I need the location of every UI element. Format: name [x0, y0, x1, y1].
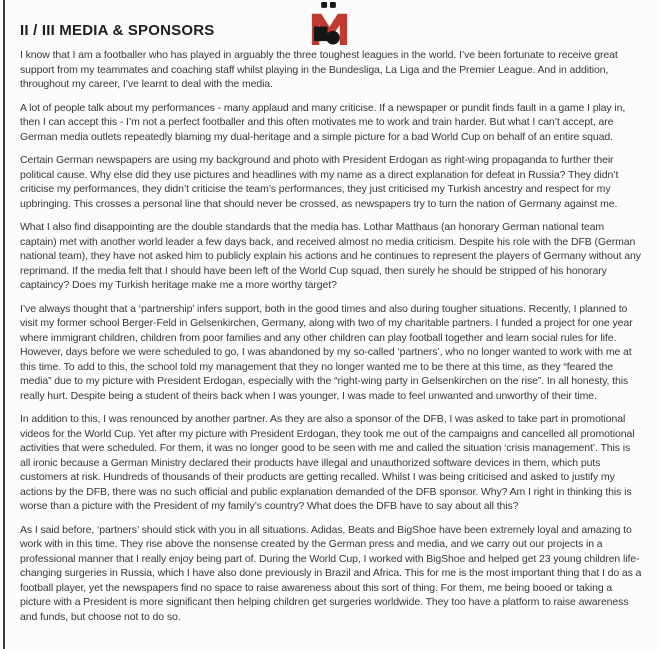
- statement-paragraph: Certain German newspapers are using my background and photo with President Erdogan as right-wing propaganda to further their political cause. Why else did they use pictures and headlines with my name as a direct explanation for defeat in Russia? They didn’t criticise my performances, they didn’t criticise the team’s performances, they just criticised my Turkish ancestry and respect for my upbringing. This crosses a personal line that should never be crossed, as newspapers try to turn the nation of Germany against me.: [20, 154, 619, 210]
- logo-umlaut-dot-left: [321, 2, 327, 8]
- statement-paragraph: A lot of people talk about my performances - many applaud and many criticise. If a newspaper or pundit finds fault in a game I play in, then I can accept this - I’m not a perfect footballer and this often motivates me to work and train harder. But what I can’t accept, are German media outlets repeatedly blaming my dual-heritage and a simple picture for a bad World Cup on behalf of an entire squad.: [20, 101, 626, 143]
- m10-ozil-logo-icon: [311, 2, 348, 45]
- left-edge-line: [3, 0, 5, 649]
- statement-paragraph: I’ve always thought that a ‘partnership’ infers support, both in the good times and also during tougher situations. Recently, I planned to visit my former school Berger-Feld in Gelsenkirchen, Germany, along with two of my charitable partners. I funded a project for one year where immigrant children, children from poor families and any other children can play football together and learn social rules for life. However, days before we were scheduled to go, I was abandoned by my so-called ‘partners’, who no longer wanted to work with me at this time. To add to this, the school told my management that they no longer wanted me to be there at this time, as they “feared the media” due to my picture with President Erdogan, especially with the “right-wing party in Gelsenkirchen on the rise”. In all honesty, this really hurt. Despite being a student of theirs back when I was younger, I was made to feel unwanted and unworthy of their time.: [20, 302, 633, 402]
- logo-black-square: [314, 26, 328, 41]
- logo-football-ball: [326, 31, 340, 45]
- statement-paragraph: In addition to this, I was renounced by another partner. As they are also a sponsor of the DFB, I was asked to take part in promotional videos for the World Cup. Yet after my picture with President Erdogan, they took me out of the campaigns and cancelled all promotional activities that were scheduled. For them, it was no longer good to be seen with me and called the situation ‘crisis management’. This is all ironic because a German Ministry declared their products have illegal and unauthorized software devices in them, which puts customers at risk. Hundreds of thousands of their products are getting recalled. Whilst I was being criticised and asked to justify my actions by the DFB, there was no such official and public explanation demanded of the DFB sponsor. Why? Am I right in thinking this is worse than a picture with the President of my family’s country? What does the DFB have to say about all this?: [20, 413, 635, 512]
- statement-body: [20, 48, 643, 633]
- statement-paragraph: What I also find disappointing are the double standards that the media has. Lothar Matthaus (an honorary German national team captain) met with another world leader a few days back, and received almost no media criticism. Despite his role with the DFB (German national team), they have not asked him to publicly explain his actions and he continues to represent the players of Germany without any reprimand. If the media felt that I should have been left of the World Cup squad, then surely he should be stripped of his honorary captaincy? Does my Turkish heritage make me a more worthy target?: [20, 221, 641, 291]
- page-title: II / III MEDIA & SPONSORS: [20, 22, 215, 39]
- statement-paragraph: I know that I am a footballer who has played in arguably the three toughest leagues in the world. I’ve been fortunate to receive great support from my teammates and coaching staff whilst playing in the Bundesliga, La Liga and the Premier League. And in addition, throughout my career, I’ve learnt to deal with the media.: [20, 49, 618, 90]
- statement-paragraph: As I said before, ‘partners’ should stick with you in all situations. Adidas, Beats and BigShoe have been extremely loyal and amazing to work with in this time. They rise above the nonsense created by the German press and media, and we carry out our projects in a professional manner that I really enjoy being part of. During the World Cup, I worked with BigShoe and helped get 23 young children life-changing surgeries in Russia, which I have also done previously in Brazil and Africa. This for me is the most important thing that I do as a football player, yet the newspapers find no space to raise awareness about this sort of thing. For them, me being booed or taking a picture with a President is more significant then helping children get surgeries worldwide. They too have a platform to raise awareness and funds, but choose not to do so.: [20, 523, 642, 623]
- logo-umlaut-dot-right: [330, 2, 336, 8]
